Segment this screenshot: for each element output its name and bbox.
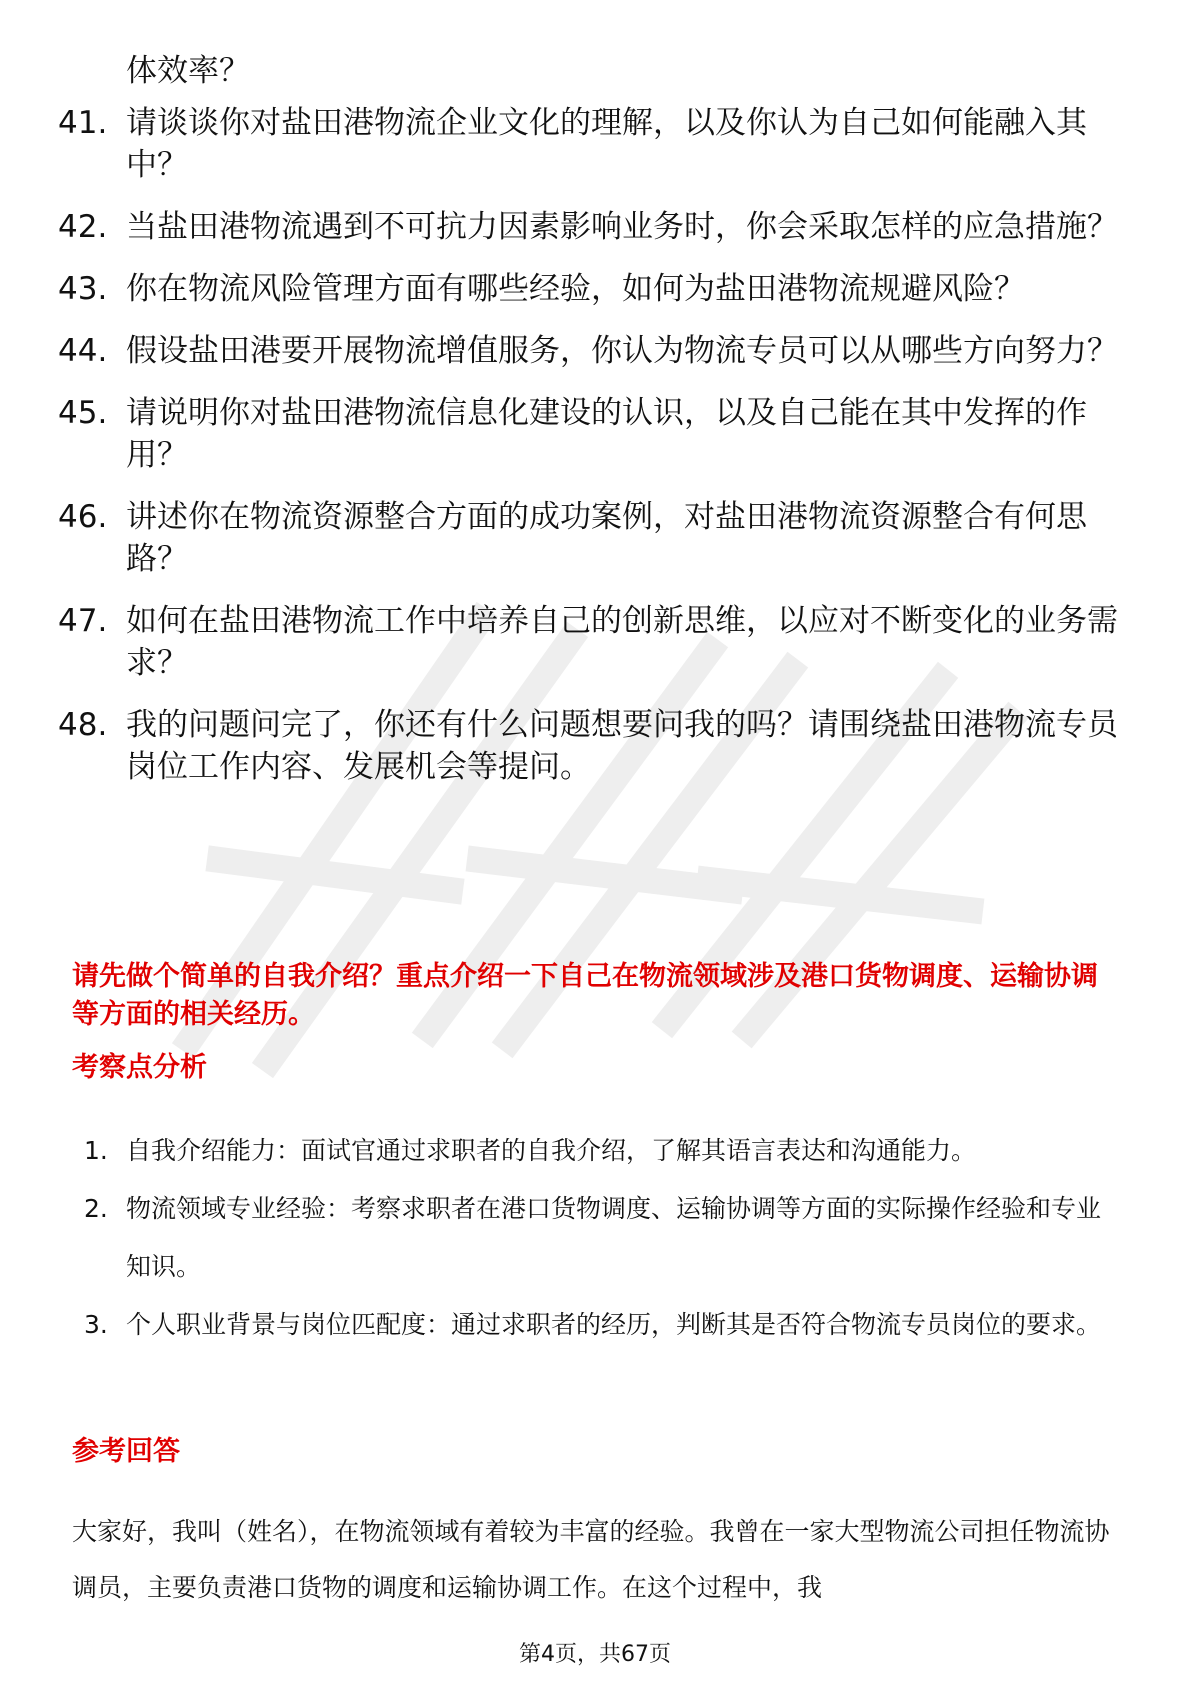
- answer-text: 大家好，我叫（姓名），在物流领域有着较为丰富的经验。我曾在一家大型物流公司担任物流协调员，主要负责港口货物的调度和运输协调工作。在这个过程中，我: [72, 1517, 1110, 1602]
- analysis-text: 自我介绍能力：面试官通过求职者的自我介绍，了解其语言表达和沟通能力。: [126, 1136, 977, 1165]
- question-text: 请说明你对盐田港物流信息化建设的认识，以及自己能在其中发挥的作用？: [126, 395, 1087, 473]
- analysis-text: 物流领域专业经验：考察求职者在港口货物调度、运输协调等方面的实际操作经验和专业知识。: [126, 1194, 1102, 1281]
- analysis-text: 个人职业背景与岗位匹配度：通过求职者的经历，判断其是否符合物流专员岗位的要求。: [126, 1310, 1102, 1339]
- analysis-title: 考察点分析: [72, 1052, 207, 1083]
- question-item: [58, 704, 1138, 788]
- question-text: 当盐田港物流遇到不可抗力因素影响业务时，你会采取怎样的应急措施？: [126, 209, 1118, 245]
- question-text: 我的问题问完了，你还有什么问题想要问我的吗？请围绕盐田港物流专员岗位工作内容、发展机会等提问。: [126, 707, 1118, 785]
- highlight-question: 请先做个简单的自我介绍？重点介绍一下自己在物流领域涉及港口货物调度、运输协调等方面的相关经历。: [72, 961, 1098, 1030]
- analysis-item: [84, 1180, 1124, 1296]
- question-item: [58, 600, 1138, 684]
- question-item: [58, 102, 1138, 186]
- question-item: [58, 268, 1138, 310]
- analysis-number: 1.: [84, 1136, 108, 1165]
- question-continuation: 体效率？: [126, 53, 250, 89]
- analysis-list: [84, 1122, 1124, 1354]
- analysis-number: 2.: [84, 1194, 108, 1223]
- analysis-number: 3.: [84, 1310, 108, 1339]
- question-item: [58, 496, 1138, 580]
- analysis-item: [84, 1122, 1124, 1180]
- question-number: 43.: [58, 271, 108, 307]
- question-text: 你在物流风险管理方面有哪些经验，如何为盐田港物流规避风险？: [126, 271, 1025, 307]
- question-number: 42.: [58, 209, 108, 245]
- question-number: 48.: [58, 707, 108, 743]
- question-text: 如何在盐田港物流工作中培养自己的创新思维，以应对不断变化的业务需求？: [126, 603, 1118, 681]
- question-number: 41.: [58, 105, 108, 141]
- question-number: 46.: [58, 499, 108, 535]
- answer-title: 参考回答: [72, 1436, 180, 1467]
- question-number: 45.: [58, 395, 108, 431]
- question-item: [58, 330, 1138, 372]
- question-list: [58, 50, 1138, 808]
- analysis-item: [84, 1296, 1124, 1354]
- question-number: 44.: [58, 333, 108, 369]
- question-item: [58, 392, 1138, 476]
- question-text: 讲述你在物流资源整合方面的成功案例，对盐田港物流资源整合有何思路？: [126, 499, 1087, 577]
- page-footer: 第4页，共67页: [519, 1642, 671, 1667]
- question-text: 请谈谈你对盐田港物流企业文化的理解，以及你认为自己如何能融入其中？: [126, 105, 1087, 183]
- question-text: 假设盐田港要开展物流增值服务，你认为物流专员可以从哪些方向努力？: [126, 333, 1118, 369]
- question-number: 47.: [58, 603, 108, 639]
- question-item: [58, 206, 1138, 248]
